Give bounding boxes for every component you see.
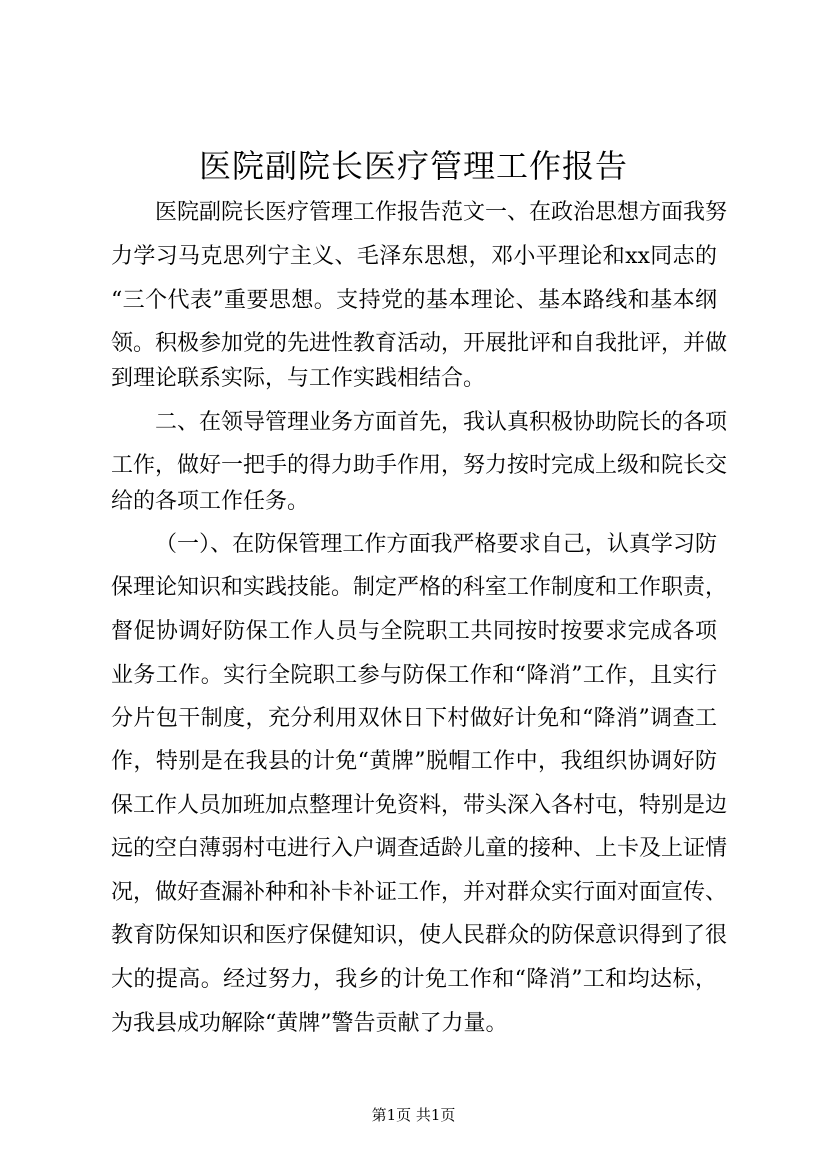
paragraph-1-line-1: 医院副院长医疗管理工作报告范文一、在政治思想方面我努 <box>155 200 728 225</box>
paragraph-3-line-9: 况，做好查漏补种和补卡补证工作，并对群众实行面对面宣传、 <box>111 880 728 905</box>
paragraph-2-line-3: 给的各项工作任务。 <box>111 489 310 514</box>
paragraph-1-line-4: 领。积极参加党的先进性教育活动，开展批评和自我批评，并做 <box>111 331 728 356</box>
paragraph-3-line-8: 远的空白薄弱村屯进行入户调查适龄儿童的接种、上卡及上证情 <box>111 836 728 861</box>
paragraph-3-line-12: 为我县成功解除“黄牌”警告贡献了力量。 <box>111 1011 508 1036</box>
paragraph-3-line-7: 保工作人员加班加点整理计免资料，带头深入各村屯，特别是边 <box>111 793 728 818</box>
paragraph-3-line-4: 业务工作。实行全院职工参与防保工作和“降消”工作，且实行 <box>111 663 717 688</box>
paragraph-3-line-2: 保理论知识和实践技能。制定严格的科室工作制度和工作职责， <box>111 575 728 600</box>
paragraph-3-line-3: 督促协调好防保工作人员与全院职工共同按时按要求完成各项 <box>111 619 717 644</box>
paragraph-3-line-10: 教育防保知识和医疗保健知识，使人民群众的防保意识得到了很 <box>111 923 728 948</box>
paragraph-1-line-2: 力学习马克思列宁主义、毛泽东思想，邓小平理论和xx同志的 <box>111 244 717 269</box>
paragraph-3-line-5: 分片包干制度，充分利用双休日下村做好计免和“降消”调查工 <box>111 706 717 731</box>
paragraph-3-line-6: 作，特别是在我县的计免“黄牌”脱帽工作中，我组织协调好防 <box>111 749 717 774</box>
paragraph-3-line-1: （一）、在防保管理工作方面我严格要求自己，认真学习防 <box>155 532 717 557</box>
paragraph-2-line-2: 工作，做好一把手的得力助手作用，努力按时完成上级和院长交 <box>111 453 728 478</box>
document-title: 医院副院长医疗管理工作报告 <box>198 147 628 185</box>
paragraph-2-line-1: 二、在领导管理业务方面首先，我认真积极协助院长的各项 <box>155 410 728 435</box>
paragraph-1-line-3: “三个代表”重要思想。支持党的基本理论、基本路线和基本纲 <box>111 288 717 313</box>
paragraph-1-line-5: 到理论联系实际，与工作实践相结合。 <box>111 366 486 391</box>
page-number-footer: 第1页 共1页 <box>371 1106 456 1124</box>
paragraph-3-line-11: 大的提高。经过努力，我乡的计免工作和“降消”工和均达标， <box>111 967 717 992</box>
